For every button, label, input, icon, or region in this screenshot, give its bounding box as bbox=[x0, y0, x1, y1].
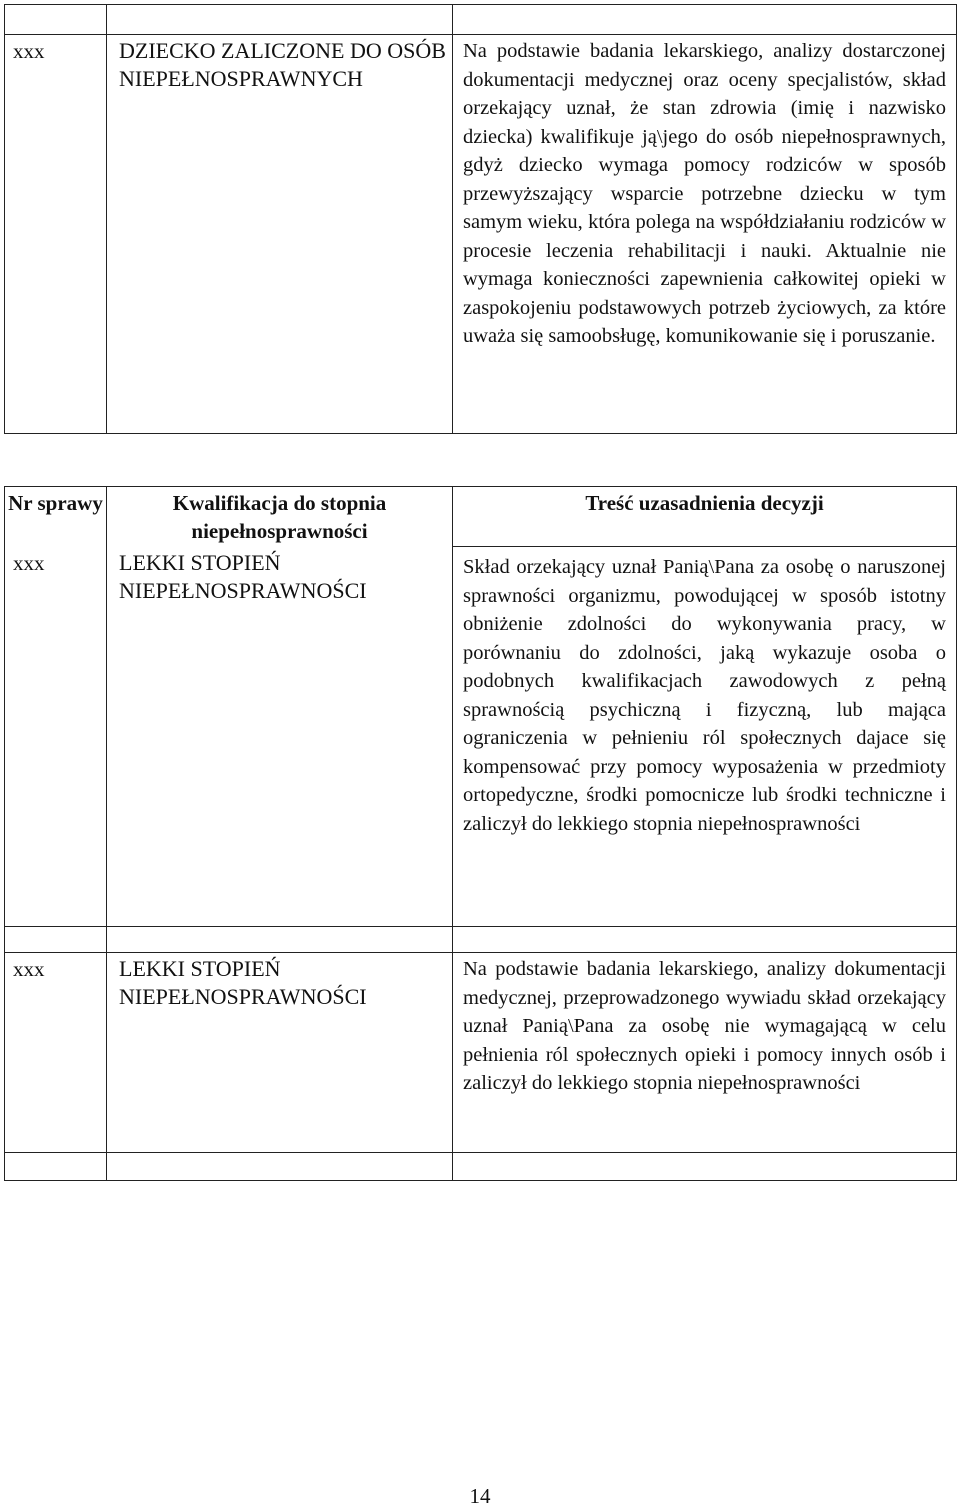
table-header-row bbox=[5, 487, 957, 547]
column-header-case-number: Nr sprawy bbox=[5, 487, 107, 547]
table-row bbox=[5, 953, 957, 1153]
table-row-empty bbox=[5, 927, 957, 953]
table-cell bbox=[107, 5, 453, 35]
case-number: xxx bbox=[5, 547, 107, 927]
decision-table-child bbox=[4, 4, 957, 434]
justification-text: Skład orzekający uznał Panią\Pana za osobę o naruszonej sprawności organizmu, powodującej w sposób istotny obniżenie zdolności do wykonywania pracy, w porównaniu do zdolności, jaką wykazuje osoba o podobnych kwalifikacjach zawodowych z pełną sprawnością psychiczną i fizyczną, lub mająca ograniczenia w pełnieniu ról społecznych dajace się kompensować przy pomocy wyposażenia w przedmioty ortopedyczne, środki pomocnicze lub środki techniczne i zaliczył do lekkiego stopnia niepełnosprawności bbox=[453, 547, 957, 927]
table-row bbox=[5, 547, 957, 927]
decision-table-adult bbox=[4, 486, 957, 1181]
table-cell bbox=[107, 1153, 453, 1181]
column-header-qualification: Kwalifikacja do stopnia niepełnosprawności bbox=[107, 487, 453, 547]
qualification-cell: LEKKI STOPIEŃ NIEPEŁNOSPRAWNOŚCI bbox=[107, 953, 453, 1153]
table-cell bbox=[5, 5, 107, 35]
table-row-empty bbox=[5, 1153, 957, 1181]
case-number: xxx bbox=[5, 35, 107, 434]
page-number: 14 bbox=[469, 1484, 491, 1508]
table-cell bbox=[5, 927, 107, 953]
column-header-justification: Treść uzasadnienia decyzji bbox=[453, 487, 957, 547]
table-cell bbox=[107, 927, 453, 953]
table-row bbox=[5, 35, 957, 434]
table-row-empty bbox=[5, 5, 957, 35]
justification-text: Na podstawie badania lekarskiego, analizy dostarczonej dokumentacji medycznej oraz oceny specjalistów, skład orzekający uznał, że stan zdrowia (imię i nazwisko dziecka) kwalifikuje ją\jego do osób niepełnosprawnych, gdyż dziecko wymaga pomocy rodziców w sposób przewyższający wsparcie potrzebne dziecku w tym samym wieku, która polega na współdziałaniu rodziców w procesie leczenia rehabilitacji i nauki. Aktualnie nie wymaga konieczności zapewnienia całkowitej opieki w zaspokojeniu podstawowych potrzeb życiowych, za które uważa się samoobsługę, komunikowanie się i poruszanie. bbox=[453, 35, 957, 434]
case-number: xxx bbox=[5, 953, 107, 1153]
qualification-cell: LEKKI STOPIEŃ NIEPEŁNOSPRAWNOŚCI bbox=[107, 547, 453, 927]
qualification-cell: DZIECKO ZALICZONE DO OSÓB NIEPEŁNOSPRAWNYCH bbox=[107, 35, 453, 434]
table-cell bbox=[453, 5, 957, 35]
table-cell bbox=[453, 927, 957, 953]
table-cell bbox=[453, 1153, 957, 1181]
table-cell bbox=[5, 1153, 107, 1181]
justification-text: Na podstawie badania lekarskiego, analizy dokumentacji medycznej, przeprowadzonego wywiadu skład orzekający uznał Panią\Pana za osobę nie wymagającą w celu pełnienia ról społecznych opieki i pomocy innych osób i zaliczył do lekkiego stopnia niepełnosprawności bbox=[453, 953, 957, 1153]
